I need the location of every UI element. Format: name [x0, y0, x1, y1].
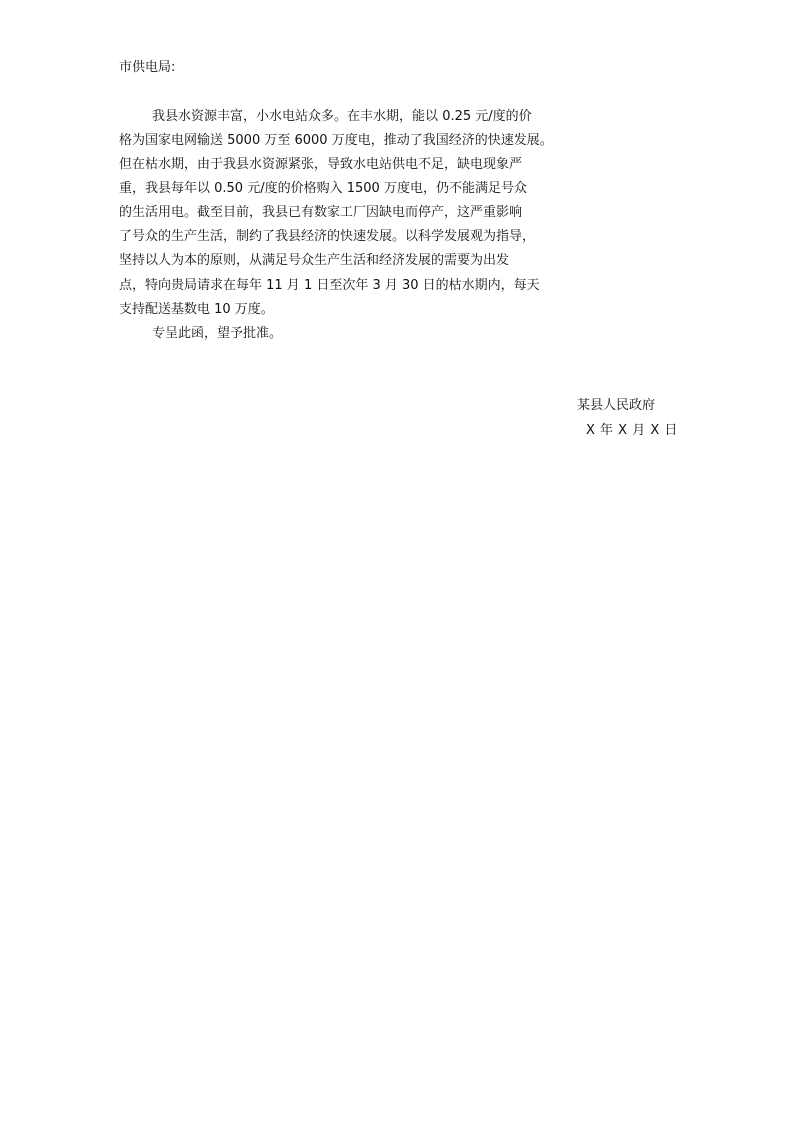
addressee: 市供电局:: [119, 60, 176, 75]
body-line: 但在枯水期，由于我县水资源紧张，导致水电站供电不足，缺电现象严: [119, 157, 523, 172]
body-line: 我县水资源丰富，小水电站众多。在丰水期，能以 0.25 元/度的价: [119, 109, 532, 124]
body-line: 了号众的生产生活，制约了我县经济的快速发展。以科学发展观为指导，: [119, 229, 536, 244]
body-line: 坚持以人为本的原则，从满足号众生产生活和经济发展的需要为出发: [119, 253, 510, 268]
signature-organization: 某县人民政府: [577, 398, 656, 413]
signature-date: X 年 X 月 X 日: [586, 423, 678, 438]
body-line: 重，我县每年以 0.50 元/度的价格购入 1500 万度电，仍不能满足号众: [119, 181, 527, 196]
body-line: 点，特向贵局请求在每年 11 月 1 日至次年 3 月 30 日的枯水期内，每天: [119, 278, 540, 293]
closing-line: 专呈此函，望予批准。: [119, 326, 283, 341]
body-line: 格为国家电网输送 5000 万至 6000 万度电，推动了我国经济的快速发展。: [119, 133, 553, 148]
body-line: 的生活用电。截至目前，我县已有数家工厂因缺电而停产，这严重影响: [119, 205, 523, 220]
body-line: 支持配送基数电 10 万度。: [119, 302, 274, 317]
